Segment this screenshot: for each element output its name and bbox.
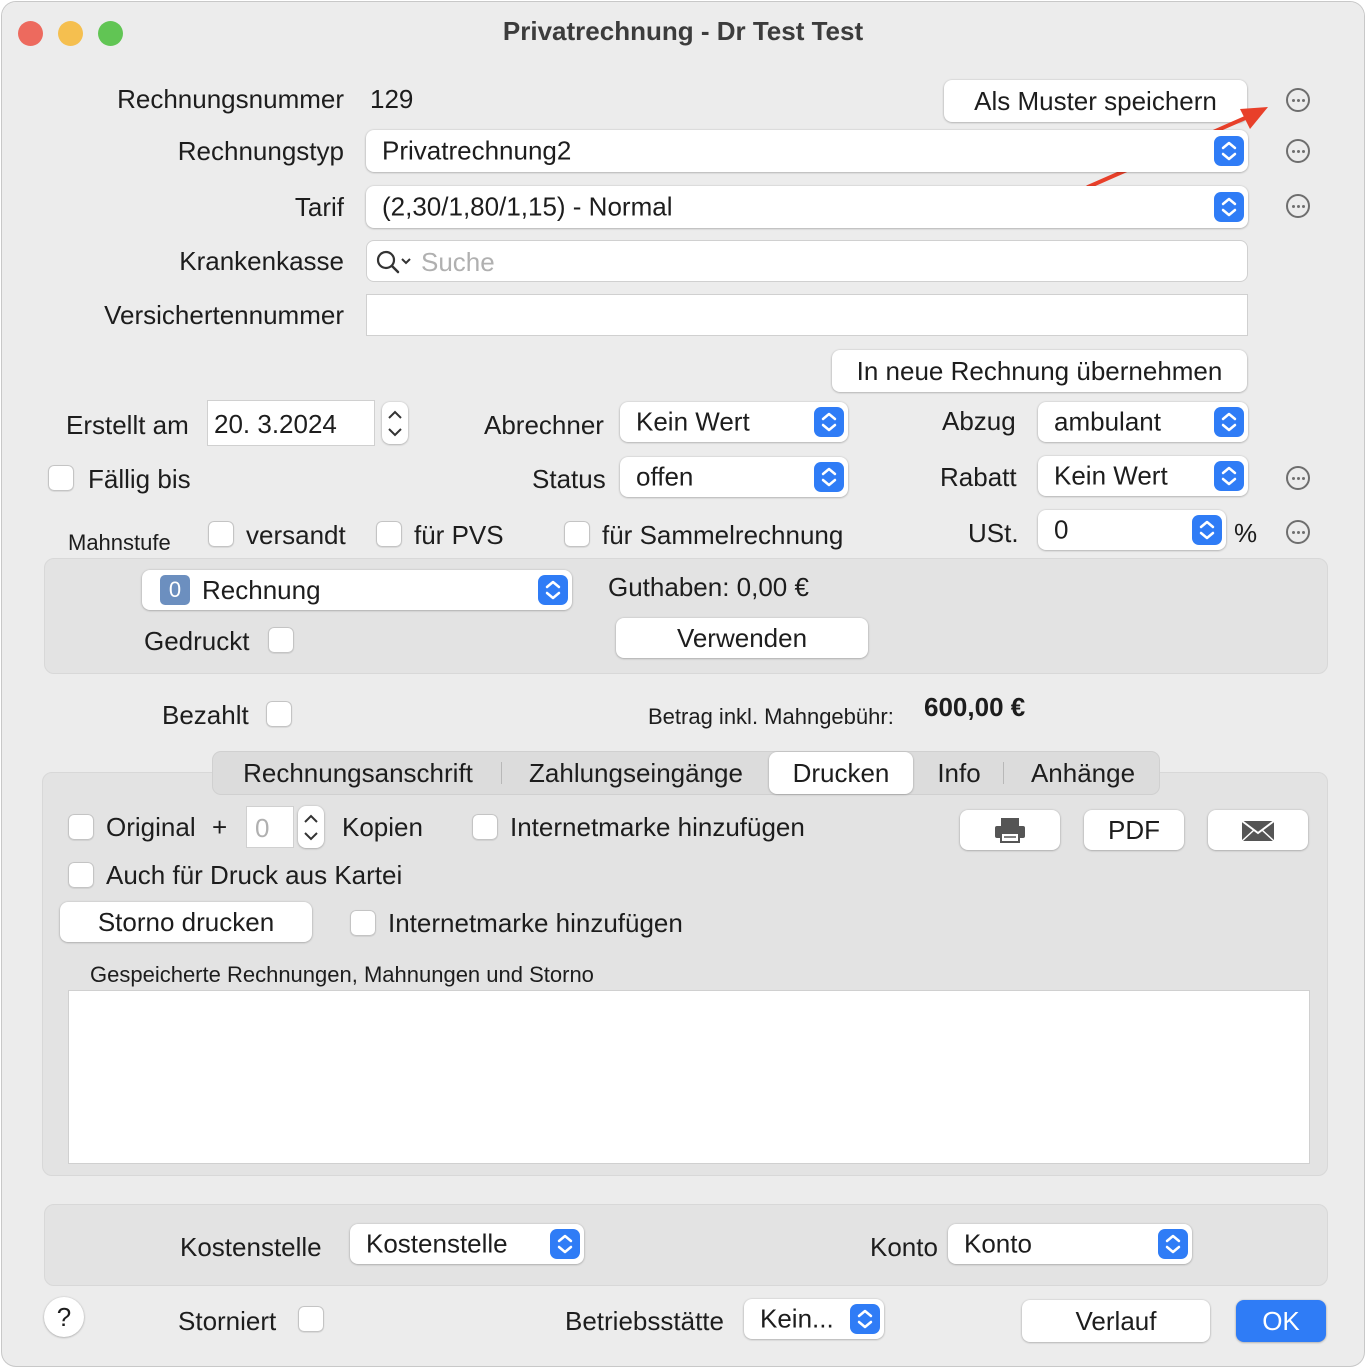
tarif-select[interactable]	[366, 186, 1248, 228]
storniert-label: Storniert	[178, 1306, 277, 1336]
original-label: Original	[106, 812, 196, 842]
pdf-button[interactable]: PDF	[1084, 810, 1184, 850]
envelope-icon	[1241, 820, 1275, 842]
krankenkasse-placeholder: Suche	[421, 247, 495, 277]
rechnungstyp-value: Privatrechnung2	[382, 135, 572, 166]
rechnungstyp-select[interactable]	[366, 130, 1248, 172]
rechnung-value: Rechnung	[202, 575, 321, 605]
chevron-updown-icon	[1214, 461, 1244, 491]
abzug-select[interactable]	[1038, 402, 1248, 442]
print-button[interactable]	[960, 810, 1060, 850]
chevron-updown-icon	[814, 462, 844, 492]
rechnungstyp-label: Rechnungstyp	[177, 136, 344, 166]
tab-zahlungseingaenge[interactable]: Zahlungseingänge	[529, 758, 743, 788]
betriebsstaette-value: Kein...	[760, 1303, 834, 1334]
status-label: Status	[532, 464, 606, 494]
date-stepper[interactable]	[382, 402, 408, 444]
mahnstufe-badge: 0	[160, 575, 190, 605]
abrechner-label: Abrechner	[484, 410, 604, 440]
fuer-sammelrechnung-label: für Sammelrechnung	[602, 520, 844, 550]
chevron-updown-icon	[1158, 1229, 1188, 1259]
betriebsstaette-label: Betriebsstätte	[565, 1306, 724, 1336]
more-options-icon[interactable]	[1286, 139, 1310, 163]
bezahlt-checkbox[interactable]	[266, 701, 292, 727]
title-bar	[2, 2, 1364, 60]
plus-label: +	[212, 812, 228, 842]
erstellt-am-date-field[interactable]: 20. 3.2024	[207, 400, 375, 446]
tab-bar	[213, 752, 1159, 794]
fuer-sammelrechnung-checkbox[interactable]	[564, 521, 590, 547]
erstellt-am-label: Erstellt am	[66, 410, 189, 440]
krankenkasse-search-field[interactable]	[366, 240, 1248, 282]
verwenden-button[interactable]: Verwenden	[616, 618, 868, 658]
konto-select[interactable]	[948, 1224, 1192, 1264]
chevron-updown-icon	[814, 407, 844, 437]
guthaben-text: Guthaben: 0,00 €	[608, 572, 809, 602]
internetmarke-label-1: Internetmarke hinzufügen	[510, 812, 805, 842]
chevron-updown-icon	[1192, 515, 1222, 545]
abrechner-select[interactable]	[620, 402, 848, 442]
internetmarke-checkbox-1[interactable]	[472, 814, 498, 840]
more-options-icon[interactable]	[1286, 520, 1310, 544]
betrag-value: 600,00 €	[924, 692, 1026, 722]
versichertennummer-input[interactable]	[366, 294, 1248, 336]
tab-info[interactable]: Info	[937, 758, 981, 788]
verlauf-button[interactable]: Verlauf	[1022, 1300, 1210, 1342]
more-options-icon[interactable]	[1286, 194, 1310, 218]
rabatt-label: Rabatt	[940, 462, 1017, 492]
bezahlt-label: Bezahlt	[162, 700, 249, 730]
gedruckt-label: Gedruckt	[144, 626, 250, 656]
kostenstelle-select[interactable]	[350, 1224, 584, 1264]
gespeicherte-label: Gespeicherte Rechnungen, Mahnungen und Storno	[90, 962, 594, 987]
internetmarke-label-2: Internetmarke hinzufügen	[388, 908, 683, 938]
gespeicherte-list[interactable]	[68, 990, 1310, 1164]
tab-drucken[interactable]: Drucken	[769, 752, 913, 794]
kostenstelle-label: Kostenstelle	[180, 1232, 322, 1262]
ok-button[interactable]: OK	[1236, 1300, 1326, 1342]
rechnungsnummer-label: Rechnungsnummer	[117, 84, 344, 114]
faellig-bis-checkbox[interactable]	[48, 465, 74, 491]
fuer-pvs-checkbox[interactable]	[376, 521, 402, 547]
versandt-checkbox[interactable]	[208, 521, 234, 547]
auch-fuer-kartei-checkbox[interactable]	[68, 862, 94, 888]
chevron-updown-icon	[850, 1304, 880, 1334]
storno-drucken-button[interactable]: Storno drucken	[60, 902, 312, 942]
more-options-icon[interactable]	[1286, 466, 1310, 490]
percent-label: %	[1234, 518, 1258, 548]
abzug-value: ambulant	[1054, 406, 1161, 437]
help-button[interactable]: ?	[44, 1297, 84, 1337]
versandt-label: versandt	[246, 520, 346, 550]
chevron-updown-icon	[1214, 136, 1244, 166]
tab-rechnungsanschrift[interactable]: Rechnungsanschrift	[243, 758, 473, 788]
more-options-icon[interactable]	[1286, 88, 1310, 112]
kopien-label: Kopien	[342, 812, 423, 842]
kopien-stepper[interactable]	[298, 806, 324, 848]
ust-value: 0	[1054, 514, 1069, 545]
ust-combo[interactable]	[1038, 510, 1226, 550]
internetmarke-checkbox-2[interactable]	[350, 910, 376, 936]
kopien-input[interactable]: 0	[246, 806, 294, 848]
krankenkasse-label: Krankenkasse	[179, 246, 344, 276]
tarif-label: Tarif	[294, 192, 344, 222]
chevron-updown-icon	[1214, 407, 1244, 437]
window-title: Privatrechnung - Dr Test Test	[502, 16, 864, 46]
rechnungsnummer-value: 129	[370, 84, 414, 114]
chevron-updown-icon	[538, 575, 568, 605]
konto-value: Konto	[964, 1228, 1032, 1259]
status-value: offen	[636, 461, 694, 492]
printer-icon	[993, 816, 1027, 844]
abzug-label: Abzug	[942, 406, 1016, 436]
invoice-window	[2, 2, 1364, 1366]
status-select[interactable]	[620, 457, 848, 497]
fuer-pvs-label: für PVS	[414, 520, 504, 550]
chevron-updown-icon	[1214, 192, 1244, 222]
search-icon	[375, 249, 415, 275]
email-button[interactable]	[1208, 810, 1308, 850]
tarif-value: (2,30/1,80/1,15) - Normal	[382, 191, 673, 222]
tab-anhaenge[interactable]: Anhänge	[1030, 758, 1136, 788]
chevron-updown-icon	[550, 1229, 580, 1259]
als-muster-speichern-button[interactable]: Als Muster speichern	[944, 80, 1247, 122]
konto-label: Konto	[870, 1232, 938, 1262]
rabatt-value: Kein Wert	[1054, 460, 1168, 491]
betriebsstaette-select[interactable]	[744, 1299, 884, 1339]
gedruckt-checkbox[interactable]	[268, 627, 294, 653]
faellig-bis-label: Fällig bis	[88, 464, 191, 494]
auch-fuer-kartei-label: Auch für Druck aus Kartei	[106, 860, 403, 890]
storniert-checkbox[interactable]	[298, 1306, 324, 1332]
versichertennummer-label: Versichertennummer	[104, 300, 344, 330]
mahnstufe-label: Mahnstufe	[68, 530, 171, 555]
rechnung-select[interactable]	[142, 570, 572, 610]
original-checkbox[interactable]	[68, 814, 94, 840]
ust-label: USt.	[968, 518, 1019, 548]
in-neue-rechnung-button[interactable]: In neue Rechnung übernehmen	[832, 350, 1247, 392]
betrag-label: Betrag inkl. Mahngebühr:	[648, 704, 894, 729]
kostenstelle-value: Kostenstelle	[366, 1228, 508, 1259]
rabatt-select[interactable]	[1038, 456, 1248, 496]
abrechner-value: Kein Wert	[636, 406, 750, 437]
